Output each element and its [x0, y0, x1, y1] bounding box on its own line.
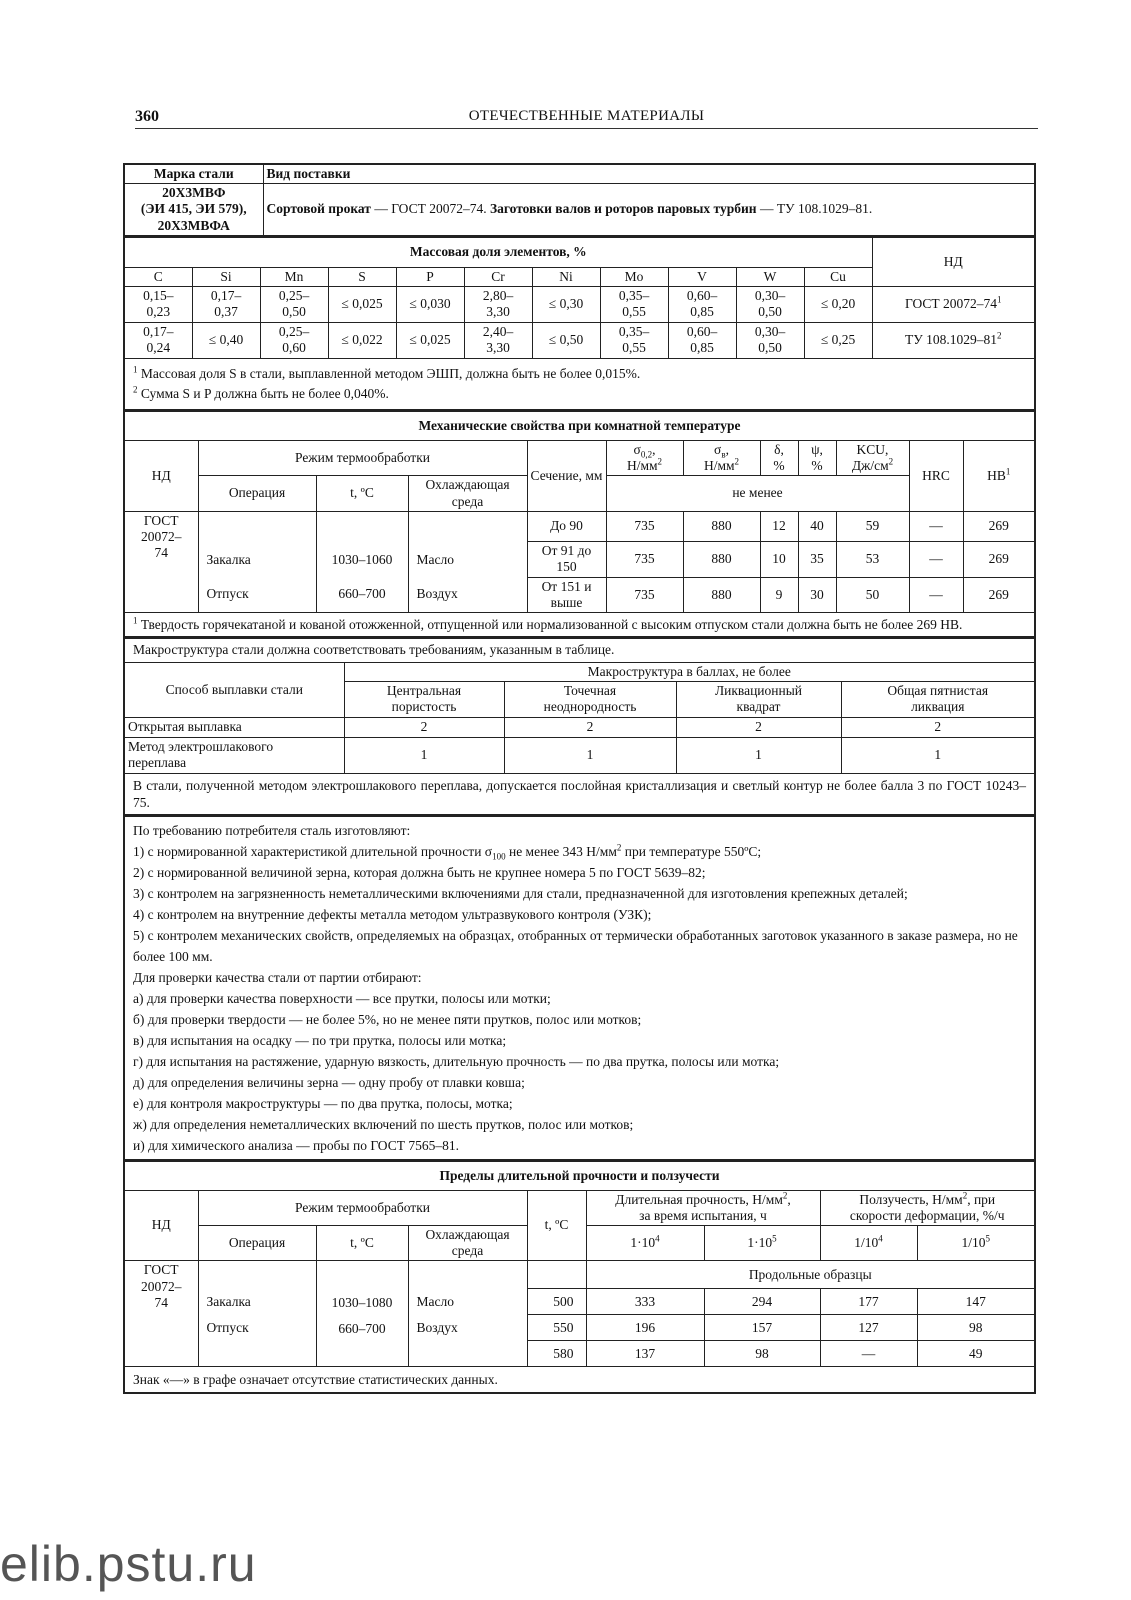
creep-title: Пределы длительной прочности и ползучести [124, 1161, 1035, 1190]
composition-cell: ≤ 0,30 [532, 286, 600, 322]
composition-row [124, 286, 1035, 322]
superscript: 2 [734, 456, 740, 467]
running-title: ОТЕЧЕСТВЕННЫЕ МАТЕРИАЛЫ [468, 108, 705, 124]
creep-value: 157 [704, 1315, 820, 1341]
element-header: W [736, 267, 804, 286]
macro-row [124, 737, 1035, 773]
unit: % [773, 458, 785, 474]
cell-line: Масло [416, 1294, 454, 1310]
text: не менее 343 Н/мм [505, 843, 617, 859]
creep-cool-header: Охлаждающая среда [408, 1226, 527, 1261]
composition-cell: ≤ 0,20 [804, 286, 872, 322]
section-header: Сечение, мм [527, 440, 606, 511]
composition-cell: 2,80– 3,30 [464, 286, 532, 322]
sampling-item: в) для испытания на осадку — по три прутка, полосы или мотка; [133, 1032, 507, 1048]
superscript: 2 [888, 456, 894, 467]
cell-line: 1030–1080 [331, 1295, 393, 1311]
note-text: Твердость горячекатаной и кованой отожженной, отпущенной или нормализованной с высоким отпуском стали должна быть не более 269 НВ. [137, 617, 963, 633]
mech-d-cell: 9 [760, 577, 798, 612]
text: 1·10 [630, 1235, 656, 1251]
t-header: t, ºC [316, 476, 408, 511]
creep-t-header: t, ºC [316, 1226, 408, 1261]
creep-value: 177 [820, 1289, 917, 1315]
composition-nd [872, 322, 1035, 358]
composition-cell: ≤ 0,025 [328, 286, 396, 322]
creep-rows [124, 1261, 1035, 1367]
requirement-items [133, 862, 1026, 967]
composition-cell: ≤ 0,25 [804, 322, 872, 358]
superscript: 4 [878, 1233, 883, 1244]
creep-mode-header: Режим термообработки [198, 1190, 527, 1225]
superscript: 5 [772, 1233, 777, 1244]
cell-line: 1030–1060 [331, 551, 393, 567]
symbol: HB [987, 467, 1006, 483]
composition-cell: 0,60– 0,85 [668, 286, 736, 322]
composition-note [133, 384, 1026, 404]
composition-cell: ≤ 0,40 [192, 322, 260, 358]
macro-col-header: Центральная пористость [344, 682, 504, 717]
macro-rows [124, 717, 1035, 773]
specimens-label: Продольные образцы [586, 1261, 1035, 1289]
sampling-item: г) для испытания на растяжение, ударную вязкость, длительную прочность — по два прутка, полосы или мотка; [133, 1053, 780, 1069]
element-header: P [396, 267, 464, 286]
text: Длительная прочность, Н/мм [615, 1191, 783, 1207]
text: скорости деформации, %/ч [849, 1207, 1005, 1223]
creep-row [124, 1261, 1035, 1289]
mech-section-cell: До 90 [527, 511, 606, 541]
cell-line: Закалка [206, 551, 251, 567]
macro-value: 1 [344, 737, 504, 773]
creep-value: 333 [586, 1289, 704, 1315]
mech-s02-cell: 735 [606, 541, 683, 577]
mechanical-note [124, 613, 1035, 638]
requirement-item [133, 841, 1026, 862]
grade-name-line: 20Х3МВФ [162, 185, 226, 201]
creep-value: 294 [704, 1289, 820, 1315]
hb-header [963, 440, 1035, 511]
footnote-mark: 1 [133, 615, 138, 626]
requirement-item: 4) с контролем на внутренние дефекты металла методом ультразвукового контроля (УЗК); [133, 906, 652, 922]
cell-line: Отпуск [206, 585, 249, 601]
creep-note: Знак «—» в графе означает отсутствие статистических данных. [124, 1367, 1035, 1393]
unit: % [811, 458, 823, 474]
grade-name-line: (ЭИ 415, ЭИ 579), [140, 201, 247, 217]
macro-value: 2 [504, 717, 676, 737]
creep-temp-cell [527, 1261, 586, 1289]
supply-plain: — ГОСТ 20072–74. [370, 201, 490, 217]
sampling-items [133, 988, 1026, 1156]
macro-intro: Макроструктура стали должна соответствовать требованиям, указанным в таблице. [124, 639, 1035, 663]
sampling-item: е) для контроля макроструктуры — по два прутка, полосы, мотка; [133, 1095, 513, 1111]
composition-cell: 0,35– 0,55 [600, 322, 668, 358]
sigmab-header [683, 440, 760, 475]
unit: Дж/см [851, 458, 889, 474]
strength-col-2 [704, 1226, 820, 1261]
grade-name [124, 184, 263, 236]
delta-header [760, 440, 798, 475]
macro-value: 1 [676, 737, 841, 773]
composition-cell: ≤ 0,022 [328, 322, 396, 358]
requirement-item: 3) с контролем на загрязненность неметаллическими включениями для стали, предназначенной для изготовления крепежных деталей; [133, 885, 908, 901]
macro-table [123, 638, 1036, 816]
text: , [787, 1191, 791, 1207]
creep-t-cell [316, 1261, 408, 1367]
requirements-intro: По требованию потребителя сталь изготовляют: [133, 822, 411, 838]
composition-cell: 0,17– 0,24 [124, 322, 192, 358]
creep-op-cell [198, 1261, 316, 1367]
mechanical-title: Механические свойства при комнатной температуре [124, 411, 1035, 440]
element-header: Ni [532, 267, 600, 286]
composition-cell: ≤ 0,030 [396, 286, 464, 322]
sampling-intro: Для проверки качества стали от партии отбирают: [133, 969, 422, 985]
requirements-block [123, 816, 1036, 1161]
creep-temp-cell: 580 [527, 1341, 586, 1367]
composition-cell: 0,25– 0,50 [260, 286, 328, 322]
requirement-item: 5) с контролем механических свойств, определяемых на образцах, отобранных от термически обработанных заготовок указанного в заказе размера, но не более 100 мм. [133, 927, 1018, 964]
supply-plain: — ТУ 108.1029–81. [756, 201, 873, 217]
creep-value: 127 [820, 1315, 917, 1341]
mech-psi-cell: 40 [798, 511, 836, 541]
strength-col-1 [586, 1226, 704, 1261]
hrc-header: HRC [909, 440, 963, 511]
mech-sb-cell: 880 [683, 541, 760, 577]
macro-col-header: Ликвационный квадрат [676, 682, 841, 717]
cell-line: Отпуск [206, 1319, 249, 1335]
element-header: S [328, 267, 396, 286]
element-header: Mn [260, 267, 328, 286]
mech-nd-header: НД [124, 440, 198, 511]
element-header: V [668, 267, 736, 286]
mech-sb-cell: 880 [683, 577, 760, 612]
mech-d-cell: 10 [760, 541, 798, 577]
requirement-item: 2) с нормированной величиной зерна, которая должна быть не крупнее номера 5 по ГОСТ 5639–82; [133, 864, 706, 880]
macro-row [124, 717, 1035, 737]
cell-line: 660–700 [338, 1320, 386, 1336]
creep-value: 196 [586, 1315, 704, 1341]
superscript: 2 [616, 842, 622, 853]
symbol: σ [714, 441, 722, 457]
mechanical-table [123, 411, 1036, 638]
mech-kcu-cell: 50 [836, 577, 909, 612]
cell-line: Масло [416, 551, 454, 567]
cool-cell [408, 511, 527, 612]
supply-label: Вид поставки [263, 164, 1035, 184]
composition-cell: 0,30– 0,50 [736, 322, 804, 358]
note-text: Сумма S и P должна быть не более 0,040%. [137, 385, 389, 401]
superscript: 5 [985, 1233, 990, 1244]
mech-hb-cell: 269 [963, 511, 1035, 541]
grade-label: Марка стали [124, 164, 263, 184]
macro-note: В стали, полученной методом электрошлакового переплава, допускается послойная кристаллизация и светлый контур не более балла 3 по ГОСТ 10243–75. [124, 773, 1035, 815]
superscript: 2 [962, 1190, 968, 1201]
text: за время испытания, ч [639, 1207, 767, 1223]
mech-hrc-cell: — [909, 577, 963, 612]
composition-cell: ≤ 0,50 [532, 322, 600, 358]
element-header: Cr [464, 267, 532, 286]
supply-bold: Заготовки валов и роторов паровых турбин [489, 201, 757, 217]
text: 1/10 [961, 1235, 986, 1251]
op-header: Операция [198, 476, 316, 511]
page-header [135, 106, 1038, 129]
mechanical-row [124, 511, 1035, 541]
element-header: Si [192, 267, 260, 286]
text: 1/10 [854, 1235, 879, 1251]
mech-d-cell: 12 [760, 511, 798, 541]
grade-table [123, 163, 1036, 237]
composition-cell: 2,40– 3,30 [464, 322, 532, 358]
mech-mode-header: Режим термообработки [198, 440, 527, 475]
composition-cell: 0,30– 0,50 [736, 286, 804, 322]
sigma02-header [606, 440, 683, 475]
superscript: 4 [655, 1233, 660, 1244]
symbol: KCU, [856, 441, 889, 457]
symbol: δ, [774, 441, 784, 457]
macro-value: 1 [504, 737, 676, 773]
subscript: 0,2 [640, 449, 653, 460]
superscript: 1 [1005, 466, 1011, 477]
mech-hrc-cell: — [909, 541, 963, 577]
mech-hb-cell: 269 [963, 541, 1035, 577]
mech-hrc-cell: — [909, 511, 963, 541]
composition-rows [124, 286, 1035, 358]
subscript: 100 [492, 851, 506, 862]
text: при температуре 550ºС; [621, 843, 762, 859]
supply-bold: Сортовой прокат [266, 201, 371, 217]
macro-col-header: Точечная неоднородность [504, 682, 676, 717]
macro-value: 2 [344, 717, 504, 737]
unit: Н/мм [703, 458, 735, 474]
creep-temp-cell: 550 [527, 1315, 586, 1341]
composition-cell: 0,60– 0,85 [668, 322, 736, 358]
composition-note [133, 364, 1026, 384]
creep-nd-header: НД [124, 1190, 198, 1261]
supply-text [263, 184, 1035, 236]
mechanical-rows [124, 511, 1035, 612]
sampling-item: ж) для определения неметаллических включений по шесть прутков, полос или мотков; [133, 1116, 634, 1132]
creep-col-1 [820, 1226, 917, 1261]
composition-cell: 0,15– 0,23 [124, 286, 192, 322]
t-cell [316, 511, 408, 612]
element-header: C [124, 267, 192, 286]
creep-value: 98 [704, 1341, 820, 1367]
sampling-item: б) для проверки твердости — не более 5%, но не менее пяти прутков, полос или мотков; [133, 1011, 642, 1027]
macro-method: Метод электрошлакового переплава [124, 737, 344, 773]
op-cell [198, 511, 316, 612]
subscript: в [721, 449, 726, 460]
method-header: Способ выплавки стали [124, 663, 344, 718]
creep-value: 49 [917, 1341, 1035, 1367]
symbol: , [725, 441, 729, 457]
composition-cell: 0,17– 0,37 [192, 286, 260, 322]
creep-temp-cell: 500 [527, 1289, 586, 1315]
symbol: σ [633, 441, 641, 457]
nd-text: ГОСТ 20072–74 [905, 296, 998, 312]
footnote-mark: 1 [133, 364, 138, 375]
superscript: 2 [657, 456, 663, 467]
mech-s02-cell: 735 [606, 511, 683, 541]
composition-notes [124, 358, 1035, 410]
creep-cool-cell [408, 1261, 527, 1367]
text: , при [967, 1191, 996, 1207]
mech-section-cell: От 91 до 150 [527, 541, 606, 577]
mech-hb-cell: 269 [963, 577, 1035, 612]
macro-group-header: Макроструктура в баллах, не более [344, 663, 1035, 682]
kcu-header [836, 440, 909, 475]
requirements-text [124, 816, 1035, 1160]
composition-nd-header: НД [872, 237, 1035, 286]
macro-method: Открытая выплавка [124, 717, 344, 737]
psi-header [798, 440, 836, 475]
strength-header [586, 1190, 820, 1225]
note-text: Массовая доля S в стали, выплавленной методом ЭШП, должна быть не более 0,015%. [137, 365, 641, 381]
mech-psi-cell: 30 [798, 577, 836, 612]
mech-kcu-cell: 59 [836, 511, 909, 541]
composition-cell: ≤ 0,025 [396, 322, 464, 358]
footnote-mark: 1 [997, 294, 1002, 305]
cell-line: 660–700 [338, 585, 386, 601]
element-header: Mo [600, 267, 668, 286]
creep-value: 137 [586, 1341, 704, 1367]
composition-cell: 0,35– 0,55 [600, 286, 668, 322]
macro-value: 2 [841, 717, 1035, 737]
creep-temp-header: t, ºC [527, 1190, 586, 1261]
text: 1·10 [747, 1235, 773, 1251]
mech-psi-cell: 35 [798, 541, 836, 577]
text: Ползучесть, Н/мм [859, 1191, 963, 1207]
sampling-item: и) для химического анализа — пробы по ГОСТ 7565–81. [133, 1137, 459, 1153]
cool-header: Охлаждающая среда [408, 476, 527, 511]
macro-value: 1 [841, 737, 1035, 773]
sampling-item: а) для проверки качества поверхности — все прутки, полосы или мотки; [133, 990, 551, 1006]
footnote-mark: 2 [133, 384, 138, 395]
cell-line: Закалка [206, 1294, 251, 1310]
element-header: Cu [804, 267, 872, 286]
creep-col-2 [917, 1226, 1035, 1261]
composition-cell: 0,25– 0,60 [260, 322, 328, 358]
macro-col-header: Общая пятнистая ликвация [841, 682, 1035, 717]
nd-text: ТУ 108.1029–81 [904, 332, 998, 348]
not-less-label: не менее [606, 476, 909, 511]
creep-header [820, 1190, 1035, 1225]
superscript: 2 [782, 1190, 788, 1201]
unit: Н/мм [626, 458, 658, 474]
mech-section-cell: От 151 и выше [527, 577, 606, 612]
creep-op-header: Операция [198, 1226, 316, 1261]
macro-value: 2 [676, 717, 841, 737]
text: 1) с нормированной характеристикой длительной прочности σ [133, 843, 493, 859]
creep-value: — [820, 1341, 917, 1367]
composition-nd [872, 286, 1035, 322]
cell-line: Воздух [416, 1319, 458, 1335]
symbol: , [652, 441, 656, 457]
grade-name-line: 20Х3МВФА [157, 217, 230, 233]
watermark: elib.pstu.ru [0, 1536, 257, 1592]
creep-table [123, 1161, 1036, 1394]
composition-row [124, 322, 1035, 358]
steel-data-sheet [123, 163, 1036, 1394]
creep-value: 147 [917, 1289, 1035, 1315]
composition-table [123, 237, 1036, 411]
creep-value: 98 [917, 1315, 1035, 1341]
mech-kcu-cell: 53 [836, 541, 909, 577]
composition-title: Массовая доля элементов, % [124, 237, 872, 267]
sampling-item: д) для определения величины зерна — одну пробу от плавки ковша; [133, 1074, 525, 1090]
page-number: 360 [135, 108, 159, 125]
mech-sb-cell: 880 [683, 511, 760, 541]
mech-s02-cell: 735 [606, 577, 683, 612]
symbol: ψ, [811, 441, 823, 457]
mech-nd-cell: ГОСТ 20072– 74 [124, 511, 198, 612]
cell-line: Воздух [416, 585, 458, 601]
creep-nd-cell: ГОСТ 20072– 74 [124, 1261, 198, 1367]
footnote-mark: 2 [997, 330, 1002, 341]
